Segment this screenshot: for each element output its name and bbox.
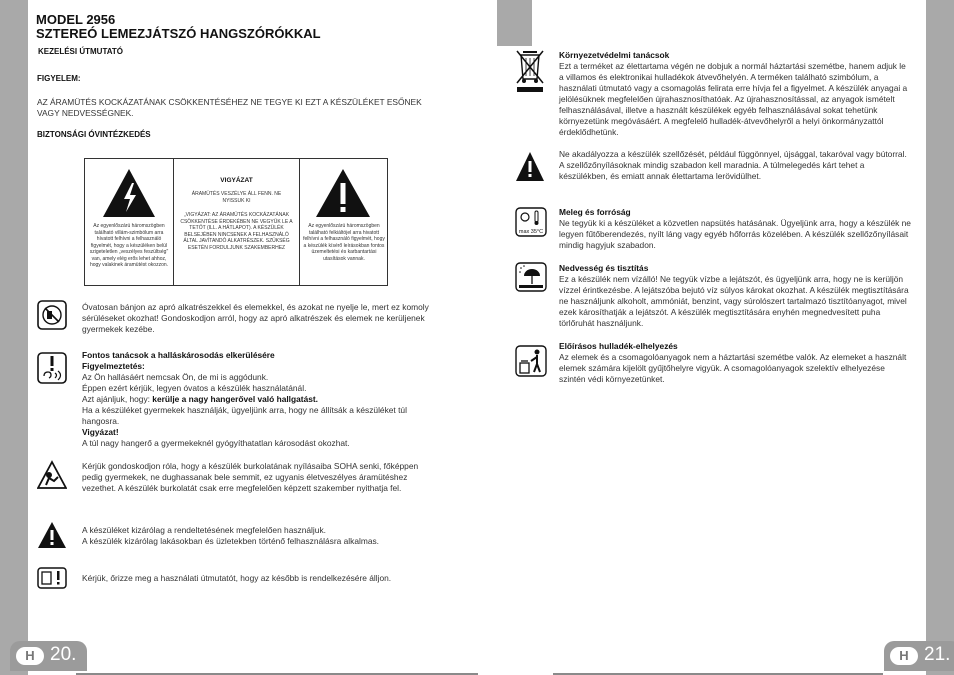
keep-manual-text: Kérjük, őrizze meg a használati útmutatót, hogy az később is rendelkezésére álljon. xyxy=(82,573,392,583)
ventilation-warning-icon xyxy=(515,150,545,184)
disposal-section xyxy=(559,341,911,385)
moisture-title: Nedvesség és tisztítás xyxy=(559,263,649,273)
moisture-icon xyxy=(515,262,547,292)
product-title: SZTEREÓ LEMEZJÁTSZÓ HANGSZÓRÓKKAL xyxy=(36,26,321,41)
page-letter-right: H xyxy=(890,647,918,665)
page-badge-left xyxy=(10,641,87,671)
manual-label: KEZELÉSI ÚTMUTATÓ xyxy=(38,47,124,56)
lightning-panel xyxy=(85,159,174,285)
caution-title: VIGYÁZAT xyxy=(220,177,253,184)
usage-line-2: A készülék kizárólag lakásokban és üzletekben történő felhasználásra alkalmas. xyxy=(82,536,380,546)
left-sidebar xyxy=(0,0,28,675)
hearing-line-2: Éppen ezért kérjük, legyen óvatos a készülék használatánál. xyxy=(82,383,307,393)
disposal-text: Az elemek és a csomagolóanyagok nem a háztartási szemétbe valók. Az elemeket a használt elemek számára kijelölt gyűjtőhelyre vigyük. A csomagolóanyagok szelektív elhelyezése szintén védi környezetünket. xyxy=(559,352,907,384)
right-sidebar xyxy=(926,0,954,675)
hearing-title: Fontos tanácsok a halláskárosodás elkerülésére xyxy=(82,350,275,360)
page-number-right: 21. xyxy=(924,644,951,665)
small-parts-text: Óvatosan bánjon az apró alkatrészekkel és elemekkel, és azokat ne nyelje le, mert ez komoly sérüléseket okozhat! Gondoskodjon arról, hogy az apró alkatrészek és elemek ne kerüljenek gyermekek kezébe. xyxy=(82,302,429,334)
warning-label-box xyxy=(84,158,388,286)
page-letter-left: H xyxy=(16,647,44,665)
exclamation-panel xyxy=(300,159,387,285)
caution-line-1: ÁRAMÜTÉS VESZÉLYE ÁLL FENN. NE NYISSUK KI xyxy=(191,191,282,204)
hearing-section xyxy=(82,350,442,449)
manual-book-icon xyxy=(37,567,67,589)
ventilation-text: Ne akadályozza a készülék szellőzését, például függönnyel, újsággal, takaróval vagy bútorral. A szellőzőnyílásoknak mindig szabadon kell maradnia. A túlmelegedés kárt tehet a készülékben, és emiatt annak élettartama lerövidülhet. xyxy=(559,149,907,181)
hearing-warning-label: Vigyázat! xyxy=(82,427,119,437)
hearing-recommendation: kerülje a nagy hangerővel való hallgatást. xyxy=(152,394,318,404)
hearing-line-3: Azt ajánljuk, hogy: kerülje a nagy hangerővel való hallgatást. xyxy=(82,394,318,404)
environment-section xyxy=(559,50,911,138)
moisture-text: Ez a készülék nem vízálló! Ne tegyük vízbe a lejátszót, és ügyeljünk arra, hogy ne is kerüljön vízzel érintkezésbe. A lejátszóba bejutó víz súlyos károkat okozhat. A készülék megtisztítására ne használjunk alkoholt, ammóniát, benzint, vagy súrolószert tartalmazó tisztítóanyagot, mivel ezek károsíthatják a lejátszót. A készülék megtisztítására enyhén megnedvesített puha törlőruhát használjunk. xyxy=(559,274,909,328)
page-number-left: 20. xyxy=(50,644,77,665)
exclamation-explanation: Az egyenlőszárú háromszögben található felkiáltójel arra hivatott felhívni a felhasználó figyelmét, hogy a készülék kísérő leírásokban fontos üzemeltetési és karbantartási utasítások vannak. xyxy=(303,223,385,262)
weee-bin-icon xyxy=(516,48,544,94)
heat-icon-label: max 35°C xyxy=(518,229,544,235)
exclamation-triangle-icon xyxy=(314,167,372,219)
lightning-explanation: Az egyenlőszárú háromszögben található villám-szimbólum arra hívatott felhívni a felhasználó figyelmét, hogy a készüléken belül szigeteletlen „veszélyes feszültség" van, amely elég erős lehet ahhoz, hogy valakinek áramütést okozzon. xyxy=(89,223,169,268)
moisture-section xyxy=(559,263,913,329)
center-top-gap xyxy=(497,0,532,46)
usage-line-1: A készüléket kizárólag a rendeltetésének megfelelően használjuk. xyxy=(82,525,326,535)
child-warning-icon xyxy=(37,460,67,490)
heat-title: Meleg és forróság xyxy=(559,207,631,217)
environment-title: Környezetvédelmi tanácsok xyxy=(559,50,670,60)
hearing-warning-icon xyxy=(37,352,67,384)
disposal-icon xyxy=(515,345,547,377)
openings-text: Kérjük gondoskodjon róla, hogy a készülék burkolatának nyílásaiba SOHA senki, főképpen pedig gyermekek, ne dughassanak bele semmit, ez ugyanis életveszélyes áramütéshez vezethet. A készülék burkolatát csak erre megfelelően képzett szakember nyithatja fel. xyxy=(82,461,419,493)
attention-text: AZ ÁRAMÜTÉS KOCKÁZATÁNAK CSÖKKENTÉSÉHEZ NE TEGYE KI EZT A KÉSZÜLÉKET ESŐNEK VAGY NEDVESSÉGNEK. xyxy=(37,97,422,118)
heat-max-temperature-icon xyxy=(515,207,547,237)
usage-warning-icon xyxy=(37,520,67,550)
lightning-triangle-icon xyxy=(101,167,157,219)
attention-heading: FIGYELEM: xyxy=(37,74,81,83)
hearing-line-4: Ha a készüléket gyermekek használják, ügyeljünk arra, hogy ne állítsák a készüléket túl hangosra. xyxy=(82,405,407,426)
disposal-title: Előírásos hulladék-elhelyezés xyxy=(559,341,678,351)
caution-panel xyxy=(174,159,300,285)
model-title: MODEL 2956 xyxy=(36,12,116,27)
no-small-parts-icon xyxy=(37,300,67,330)
hearing-line-1: Az Ön hallásáért nemcsak Ön, de mi is aggódunk. xyxy=(82,372,269,382)
environment-text: Ezt a terméket az élettartama végén ne dobjuk a normál háztartási szemétbe, hanem adjuk le a villamos és elektronikai hulladékok átvevőhelyén. A terméken található szimbólum, a használati útmutató vagy a csomagolás felirata erre hívja fel a figyelmet. A készülék anyagai a jelölésüknek megfelelően újrahasznosíthatóak. Az újrahasznosítással, az anyagok ismételt felhasználásával, illetve a használt készülékek egyéb felhasználásával sokat tehetünk környezetünk megóvásáért. A megfelelő hulladék-átvevőhelyről a helyi önkormányzattól érdeklődhetünk. xyxy=(559,61,908,137)
page-badge-right xyxy=(884,641,954,671)
safety-heading: BIZTONSÁGI ÓVINTÉZKEDÉS xyxy=(37,130,151,139)
heat-text: Ne tegyük ki a készüléket a közvetlen napsütés hatásának. Ügyeljünk arra, hogy a készülék ne legyen fűtőberendezés, nyílt láng vagy egyéb hőforrás közelében. A készülék szellőzőnyílásait mindig hagyjuk szabadon. xyxy=(559,218,911,250)
hearing-subtitle: Figyelmeztetés: xyxy=(82,361,145,371)
hearing-line-5: A túl nagy hangerő a gyermekeknél gyógyíthatatlan károsodást okozhat. xyxy=(82,438,350,448)
caution-line-2: „VIGYÁZAT: AZ ÁRAMÜTÉS KOCKÁZATÁNAK CSÖKKENTÉSE ÉRDEKÉBEN NE VEGYÜK LE A TETŐT (ILL. A HÁTLAPOT). A KÉSZÜLÉK BELSEJÉBEN NINCSENEK A FELHASZNÁLÓ ÁLTAL JAVÍTANDÓ ALKATRÉSZEK. SZÜKSÉG ESETÉN FORDULJUNK SZAKEMBERHEZ xyxy=(180,212,293,251)
heat-section xyxy=(559,207,911,251)
